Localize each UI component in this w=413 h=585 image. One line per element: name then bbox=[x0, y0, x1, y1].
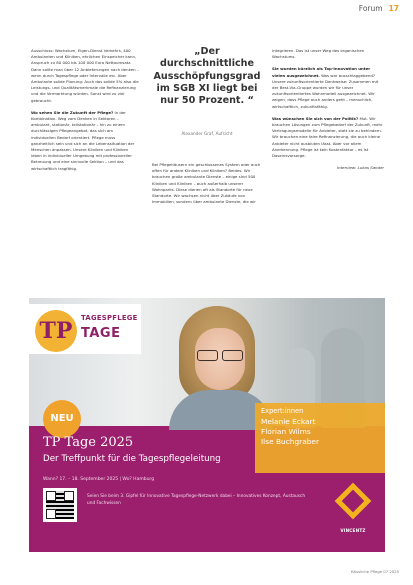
section-name: Forum bbox=[358, 4, 383, 13]
column-right bbox=[272, 48, 384, 177]
paragraph bbox=[272, 66, 384, 109]
logo-line-1: TAGESPFLEGE bbox=[81, 314, 138, 322]
paragraph bbox=[31, 110, 139, 172]
answer-text: In der Kombination. Weg vom Denken in Sektoren – ambulant, stationär, teilstationär – hin zu einem durchlässigen Pflegeangebot, das sich am individuellen Bedarf orientiert. Pflege muss ganzheitlich sein und sich an die Lebenssituation der Menschen anpassen. Unsere Kliniken und Kliniken leben in individueller Umgebung mit professioneller Betreuung und eine sinnvolle Sektion – und das wirtschaftlich tragfähig. bbox=[31, 109, 135, 171]
page-header bbox=[359, 4, 399, 13]
column-middle bbox=[152, 162, 264, 211]
interview-credit: Interview: Lukas Sander bbox=[337, 165, 384, 171]
logo-line-2: TAGE bbox=[81, 326, 121, 341]
event-title: TP Tage 2025 bbox=[43, 435, 134, 450]
expert-name: Melanie Eckart bbox=[261, 417, 316, 426]
new-badge: NEU bbox=[43, 400, 81, 438]
column-left bbox=[31, 48, 139, 178]
question-lead: Was wünschen Sie sich von der Politik? bbox=[272, 115, 359, 121]
paragraph: Bei Pflegehäusern ein geschlossenes System oder auch offen für andere Kliniken und Kliniken? Beides. Wir brauchen große ambulante Dienste – einige sind 500 Kliniken und Kliniken – auch außerhalb unserer Wohnparks. Diese dienen oft als Standorte für neue Standorte. Wir wachsen nicht über Zukäufe von Immobilien, sondern über ambulante Dienste, die wir bbox=[152, 162, 261, 205]
event-advertisement[interactable] bbox=[29, 298, 385, 552]
event-logo bbox=[29, 304, 141, 354]
question-lead: Wo sehen Sie die Zukunft der Pflege? bbox=[31, 109, 114, 115]
question-lead: Sie wurden kürzlich als Top-Innovation unter vielen ausgezeichnet. bbox=[272, 66, 371, 78]
expert-name: Florian Wilms bbox=[261, 427, 311, 436]
page-footer: Häusliche Pflege 07 2025 bbox=[350, 569, 399, 574]
event-subtitle: Der Treffpunkt für die Tagespflegeleitung bbox=[43, 454, 221, 464]
logo-badge: TP bbox=[35, 310, 77, 352]
pull-quote: „Der durchschnittliche Ausschöpfungsgrad im SGB XI liegt bei nur 50 Prozent. “ bbox=[153, 46, 261, 107]
qr-code-icon[interactable] bbox=[43, 488, 77, 522]
paragraph: Ausschluss: Wachstum, Eigen-Dienst Verkehrs, 400 Ambulanten und Kliniken, ehrlichen Einspeicher kann, Anspruch zu 80 000 bis 100 000 Euro Nettoumsatz. Dann sollte man über 12 Anbieterungen nach denken – wenn durch Tagespflege oder Intervalle etc. Aber Ambulante solide Planung: Auch das solide 5% also die Leistungs- und Qualitätsmerkmale die Refinanzierung und die Vermarktung würden. Sonst wird zu viel gebraucht. bbox=[31, 48, 139, 103]
page-number: 17 bbox=[388, 4, 399, 13]
publisher-logo bbox=[331, 488, 375, 546]
experts-title: Expert:innen bbox=[261, 407, 304, 415]
pull-quote-author: Alexander Graf, Aufsicht bbox=[181, 131, 233, 136]
event-note: Seien Sie beim 3. Gipfel für Innovative Tagespflege-Netzwerk dabei – Innovatives Konzept, Austausch und Fachwissen bbox=[87, 494, 306, 506]
event-date: Wann? 17. – 18. September 2025 | Wo? Hamburg bbox=[43, 477, 155, 482]
answer-text: Was war ausschlaggebend? Unsere zukunftsorientierte Denkweise: Zusammen mit der Best-Via-Gruppe wurden wir für unser zukunftsorientiertes Wohnmodell ausgezeichnet. Wir zeigen, dass Pflege auch anders geht – menschlich, wirtschaftlich, zukunftsfähig. bbox=[272, 72, 379, 109]
paragraph bbox=[272, 116, 384, 159]
experts-box bbox=[255, 403, 385, 473]
publisher-name: VINCENTZ bbox=[340, 528, 366, 533]
expert-name: Ilse Buchgraber bbox=[261, 437, 320, 446]
answer-text: Mut. Wir brauchen Lösungen zum Pflegebedarf der Zukunft, mehr Vertragungsmodelle für Anbieter, statt sie zu behindern. Wir brauchen eine faire Refinanzierung, die auch kleine Anbieter nicht ausbluten lässt. Aber vor allem Anerkennung. Pflege ist kein Kostenfaktor – es ist Daseinsvorsorge. bbox=[272, 115, 383, 159]
glasses bbox=[197, 350, 243, 360]
paragraph: integrieren. Das ist unser Weg des organischen Wachstums. bbox=[272, 48, 365, 60]
